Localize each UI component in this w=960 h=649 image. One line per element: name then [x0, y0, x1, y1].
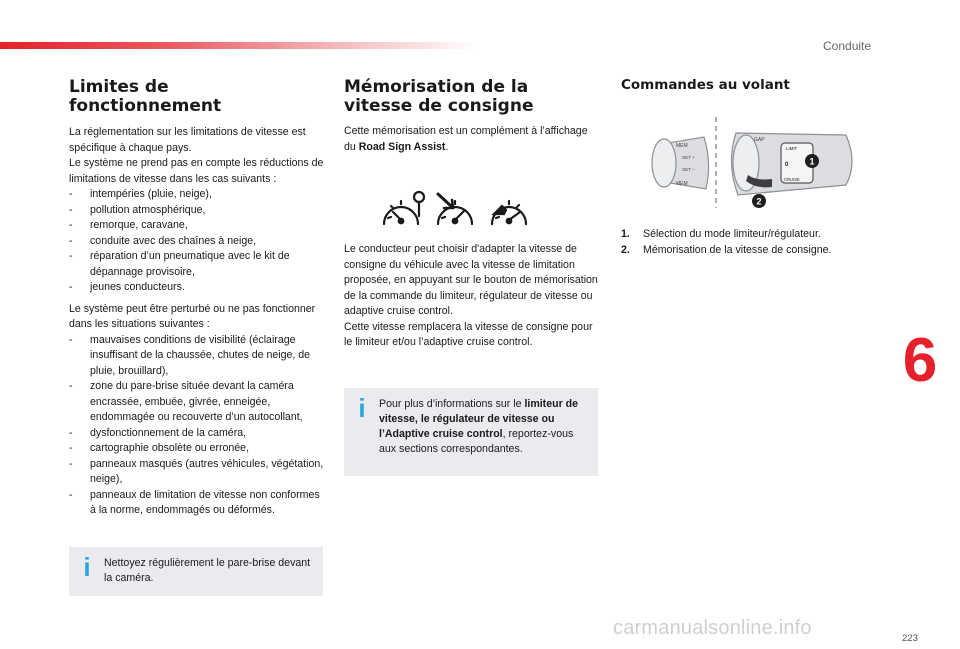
- heading-commandes: Commandes au volant: [621, 77, 790, 93]
- list-item: - réparation d’un pneumatique avec le kit de dépannage provisoire,: [69, 249, 324, 280]
- column-memorisation: [344, 78, 599, 155]
- list-item: - remorque, caravane,: [69, 218, 324, 234]
- heading-limites: Limites de fonctionnement: [69, 77, 222, 116]
- column-commandes-legend: [621, 227, 881, 258]
- list-item: - pollution atmosphérique,: [69, 203, 324, 219]
- list-item: - panneaux de limitation de vitesse non conformes à la norme, endommagés ou déformés.: [69, 488, 324, 519]
- speedometer-hand-icon: [492, 201, 526, 224]
- paragraph-intro: Cette mémorisation est un complément à l’affichage du Road Sign Assist.: [344, 125, 588, 153]
- column-memorisation-body: [344, 242, 599, 351]
- list-item: - intempéries (pluie, neige),: [69, 187, 324, 203]
- callout-1: 1: [809, 156, 815, 167]
- list-item: - zone du pare-brise située devant la caméra encrassée, embuée, givrée, enneigée, endommagée ou recouverte d’un autocollant,: [69, 379, 324, 426]
- callout-2: 2: [756, 196, 762, 207]
- steering-controls-figure: [646, 115, 866, 210]
- list-situations: [69, 333, 324, 519]
- paragraph-intro: La réglementation sur les limitations de vitesse est spécifique à chaque pays.: [69, 126, 306, 154]
- speedometer-arrow-icon: [438, 194, 472, 224]
- column-limites: [69, 78, 324, 519]
- paragraph-choice: Le conducteur peut choisir d'adapter la vitesse de consigne du véhicule avec la vitesse de limitation proposée, en appuyant sur le bouton de mémorisation de la commande du limiteur, régulateur de vitesse ou adaptive cruise control.: [344, 243, 598, 317]
- speed-icons-row: [378, 188, 548, 232]
- label-zero: 0: [785, 162, 789, 168]
- label-mem-bottom: MEM: [676, 181, 688, 187]
- list-item: - mauvaises conditions de visibilité (éclairage insuffisant de la chaussée, chutes de neige, de pluie, brouillard),: [69, 333, 324, 380]
- label-set-minus: SET –: [682, 167, 695, 172]
- paragraph-intro2: Le système ne prend pas en compte les réductions de limitations de vitesse dans les cas suivants :: [69, 157, 324, 185]
- list-item: - panneaux masqués (autres véhicules, végétation, neige),: [69, 457, 324, 488]
- legend-item-1: 1. Sélection du mode limiteur/régulateur.: [621, 228, 821, 240]
- list-item: - conduite avec des chaînes à neige,: [69, 234, 324, 250]
- header-accent-bar: [0, 42, 480, 49]
- speedometer-pin-icon: [384, 192, 424, 224]
- label-set-plus: SET +: [682, 155, 695, 160]
- label-mem-top: MEM: [676, 143, 688, 149]
- list-item: - dysfonctionnement de la caméra,: [69, 426, 324, 442]
- left-stalk-illustration: [652, 137, 709, 189]
- heading-memorisation: Mémorisation de la vitesse de consigne: [344, 77, 534, 116]
- info-text: Pour plus d’informations sur le limiteur de vitesse, le régulateur de vitesse ou l’Adaptive cruise control, reportez-vous aux sections correspondantes.: [379, 398, 579, 455]
- paragraph-replace: Cette vitesse remplacera la vitesse de consigne pour le limiteur et/ou l’adaptive cruise control.: [344, 320, 593, 348]
- info-box-sections: [344, 388, 598, 476]
- section-title: Conduite: [823, 39, 872, 53]
- paragraph-situations: Le système peut être perturbé ou ne pas fonctionner dans les situations suivantes :: [69, 302, 316, 330]
- column-commandes: [621, 78, 881, 94]
- chapter-number: 6: [902, 326, 938, 395]
- label-limit: LIMIT: [786, 146, 798, 151]
- info-box-camera: [69, 547, 323, 596]
- label-cruise: CRUISE: [784, 177, 800, 182]
- list-item: - cartographie obsolète ou erronée,: [69, 441, 324, 457]
- legend-list: [621, 227, 881, 258]
- info-icon: i: [358, 393, 366, 423]
- info-icon: i: [83, 552, 91, 582]
- list-cases: [69, 187, 324, 296]
- legend-item-2: 2. Mémorisation de la vitesse de consigne.: [621, 243, 832, 256]
- list-item: - jeunes conducteurs.: [69, 280, 324, 296]
- info-text: Nettoyez régulièrement le pare-brise devant la caméra.: [104, 557, 311, 584]
- right-stalk-illustration: [731, 133, 852, 208]
- label-gap: GAP: [754, 137, 765, 143]
- page-number: 223: [902, 633, 918, 644]
- watermark: carmanualsonline.info: [613, 617, 812, 639]
